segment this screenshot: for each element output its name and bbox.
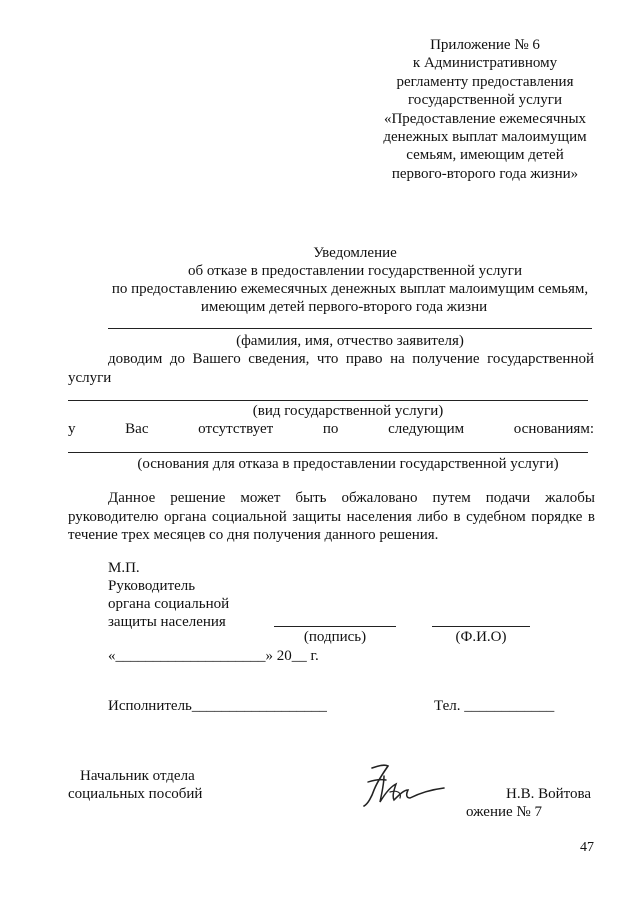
head-line: защиты населения	[108, 614, 226, 630]
department-line-1: Начальник отдела	[80, 768, 195, 784]
appendix-header	[372, 36, 598, 183]
appendix-line: семьям, имеющим детей	[406, 147, 564, 164]
appendix-line: денежных выплат малоимущим	[383, 129, 587, 146]
appendix-line: первого-второго года жизни»	[391, 165, 579, 182]
head-name: Н.В. Войтова	[506, 786, 592, 802]
fio-field[interactable]	[432, 626, 530, 627]
absent-word: следующим	[388, 421, 465, 437]
grounds-field[interactable]	[68, 452, 588, 453]
absent-grounds-line	[68, 420, 594, 438]
service-type-field[interactable]	[68, 400, 588, 401]
appendix-line: «Предоставление ежемесячных	[383, 110, 587, 127]
absent-word: у	[68, 421, 76, 437]
fio-caption: (Ф.И.О)	[455, 629, 507, 645]
appendix-line: Приложение № 6	[430, 37, 540, 53]
absent-word: по	[322, 421, 339, 437]
absent-word: отсутствует	[198, 421, 274, 437]
service-caption: (вид государственной услуги)	[252, 403, 444, 419]
head-line: органа социальной	[108, 596, 230, 612]
notice-subtitle-line: имеющим детей первого-второго года жизни	[200, 299, 488, 315]
inform-line-2: услуги	[68, 370, 112, 386]
notice-title: Уведомление	[313, 245, 397, 261]
absent-word: Вас	[125, 421, 149, 437]
signature-field[interactable]	[274, 626, 396, 627]
next-appendix-fragment: ожение № 7	[466, 804, 542, 820]
appendix-line: к Административному	[412, 55, 558, 72]
stamp-place: М.П.	[108, 560, 140, 576]
notice-subtitle-line: по предоставлению ежемесячных денежных выплат малоимущим семьям,	[111, 281, 589, 297]
department-line-2: социальных пособий	[68, 786, 203, 802]
date-line: «____________________» 20__ г.	[108, 648, 319, 664]
applicant-caption: (фамилия, имя, отчество заявителя)	[236, 333, 464, 349]
inform-line-1: доводим до Вашего сведения, что право на получение государственной	[108, 351, 594, 367]
handwritten-signature	[350, 762, 450, 812]
notice-title-block	[60, 244, 640, 316]
appendix-line: регламенту предоставления	[396, 73, 574, 90]
absent-word: основаниям:	[513, 421, 594, 437]
grounds-caption: (основания для отказа в предоставлении государственной услуги)	[137, 456, 559, 472]
applicant-name-field[interactable]	[108, 328, 592, 329]
phone-line: Тел. ____________	[434, 698, 555, 714]
head-line: Руководитель	[108, 578, 196, 594]
appendix-line: государственной услуги	[408, 92, 562, 109]
page-number: 47	[580, 840, 594, 855]
notice-subtitle-line: об отказе в предоставлении государственной услуги	[187, 263, 522, 279]
signature-caption: (подпись)	[303, 629, 367, 645]
appeal-paragraph: Данное решение может быть обжаловано путем подачи жалобы руководителю органа социальной защиты населения либо в судебном порядке в течение трех месяцев со дня получения данного решения.	[68, 490, 595, 543]
executor-line: Исполнитель__________________	[108, 698, 327, 714]
